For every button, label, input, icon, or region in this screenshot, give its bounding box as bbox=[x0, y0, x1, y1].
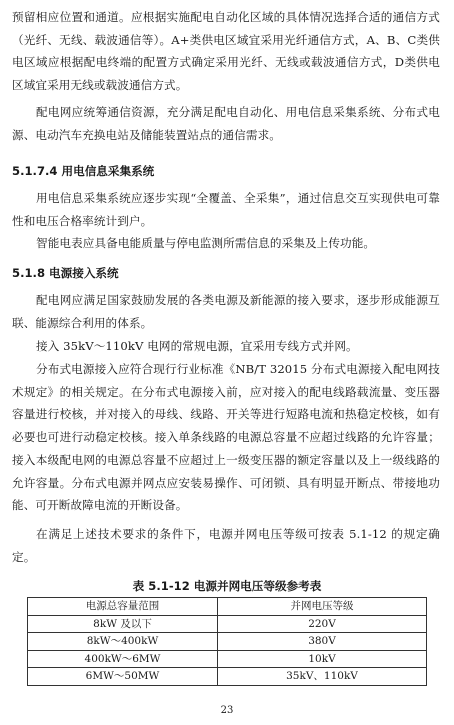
capacity-cell: 400kW～6MW bbox=[28, 650, 218, 668]
capacity-cell: 8kW 及以下 bbox=[28, 615, 218, 633]
paragraph-comm-methods: 预留相应位置和通道。应根据实施配电自动化区域的具体情况选择合适的通信方式（光纤、无线、载波通信等）。A+类供电区域宜采用光纤通信方式，A、B、C类供电区域应根据配电终端的配置方式确定采用光纤、无线或载波通信方式，D类供电区域宜采用无线或载波通信方式。 bbox=[12, 10, 440, 93]
table-row bbox=[28, 633, 427, 651]
capacity-cell: 8kW～400kW bbox=[28, 633, 218, 651]
voltage-cell: 35kV、110kV bbox=[218, 668, 427, 686]
table-row bbox=[28, 615, 427, 633]
paragraph-distributed-source: 分布式电源接入应符合现行行业标准《NB/T 32015 分布式电源接入配电网技术规定》的相关规定。在分布式电源接入前，应对接入的配电线路载流量、变压器容量进行校核，并对接入的母线、线路、开关等进行短路电流和热稳定校核，如有必要也可进行动稳定校核。接入单条线路的电源总容量不应超过线路的允许容量；接入本级配电网的电源总容量不应超过上一级变压器的额定容量以及上一级线路的允许容量。分布式电源并网点应安装易操作、可闭锁、具有明显开断点、带接地功能、可开断故障电流的开断设备。 bbox=[12, 362, 440, 513]
table-header-row bbox=[28, 598, 427, 616]
table-row bbox=[28, 650, 427, 668]
paragraph-power-access: 配电网应满足国家鼓励发展的各类电源及新能源的接入要求，逐步形成能源互联、能源综合利用的体系。 bbox=[12, 293, 440, 330]
table-row bbox=[28, 668, 427, 686]
paragraph-smart-meter: 智能电表应具备电能质量与停电监测所需信息的采集及上传功能。 bbox=[36, 236, 376, 250]
section-heading-5-1-8: 5.1.8 电源接入系统 bbox=[12, 266, 119, 280]
table-header-cell: 并网电压等级 bbox=[218, 598, 427, 616]
paragraph-comm-resources: 配电网应统筹通信资源，充分满足配电自动化、用电信息采集系统、分布式电源、电动汽车充换电站及储能装置站点的通信需求。 bbox=[12, 105, 440, 142]
voltage-cell: 380V bbox=[218, 633, 427, 651]
voltage-cell: 10kV bbox=[218, 650, 427, 668]
section-heading-5-1-7-4: 5.1.7.4 用电信息采集系统 bbox=[12, 164, 155, 178]
table-header-cell: 电源总容量范围 bbox=[28, 598, 218, 616]
capacity-cell: 6MW～50MW bbox=[28, 668, 218, 686]
voltage-level-table bbox=[27, 597, 427, 686]
paragraph-metering-system: 用电信息采集系统应逐步实现“全覆盖、全采集”，通过信息交互实现供电可靠性和电压合格率统计到户。 bbox=[12, 191, 440, 228]
page-number: 23 bbox=[220, 705, 234, 716]
table-caption: 表 5.1-12 电源并网电压等级参考表 bbox=[132, 579, 322, 593]
paragraph-conventional-source: 接入 35kV～110kV 电网的常规电源，宜采用专线方式并网。 bbox=[36, 339, 358, 353]
paragraph-voltage-level: 在满足上述技术要求的条件下，电源并网电压等级可按表 5.1-12 的规定确定。 bbox=[12, 527, 440, 564]
voltage-cell: 220V bbox=[218, 615, 427, 633]
